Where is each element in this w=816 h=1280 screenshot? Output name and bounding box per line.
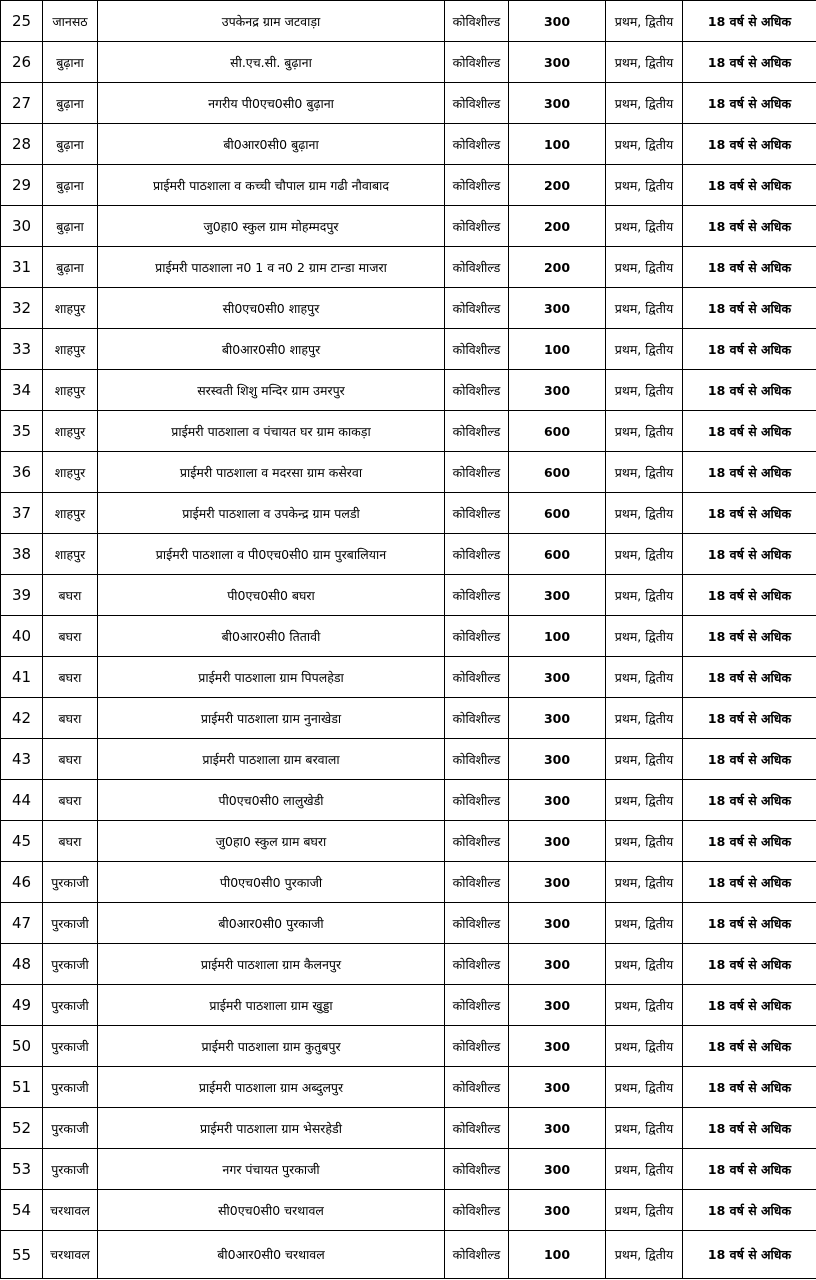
age-group-cell: 18 वर्ष से अधिक bbox=[683, 329, 816, 370]
dose-cell: प्रथम, द्वितीय bbox=[606, 1149, 683, 1190]
age-group-cell: 18 वर्ष से अधिक bbox=[683, 288, 816, 329]
serial-number-cell: 38 bbox=[1, 534, 43, 575]
table-row bbox=[1, 1108, 816, 1149]
block-cell: बुढ़ाना bbox=[43, 124, 98, 165]
dose-cell: प्रथम, द्वितीय bbox=[606, 165, 683, 206]
centre-name-cell: पी0एच0सी0 पुरकाजी bbox=[98, 862, 445, 903]
dose-cell: प्रथम, द्वितीय bbox=[606, 247, 683, 288]
serial-number-cell: 26 bbox=[1, 42, 43, 83]
centre-name-cell: जु0हा0 स्कुल ग्राम मोहम्मदपुर bbox=[98, 206, 445, 247]
block-cell: बघरा bbox=[43, 616, 98, 657]
serial-number-cell: 53 bbox=[1, 1149, 43, 1190]
vaccine-cell: कोविशील्ड bbox=[445, 985, 509, 1026]
block-cell: चरथावल bbox=[43, 1231, 98, 1279]
block-cell: जानसठ bbox=[43, 1, 98, 42]
serial-number-cell: 34 bbox=[1, 370, 43, 411]
dose-cell: प्रथम, द्वितीय bbox=[606, 288, 683, 329]
vaccine-cell: कोविशील्ड bbox=[445, 944, 509, 985]
serial-number-cell: 41 bbox=[1, 657, 43, 698]
vaccine-cell: कोविशील्ड bbox=[445, 1190, 509, 1231]
vaccine-cell: कोविशील्ड bbox=[445, 288, 509, 329]
serial-number-cell: 47 bbox=[1, 903, 43, 944]
vaccine-cell: कोविशील्ड bbox=[445, 452, 509, 493]
block-cell: शाहपुर bbox=[43, 534, 98, 575]
age-group-cell: 18 वर्ष से अधिक bbox=[683, 1108, 816, 1149]
dose-cell: प्रथम, द्वितीय bbox=[606, 370, 683, 411]
centre-name-cell: पी0एच0सी0 लालुखेडी bbox=[98, 780, 445, 821]
dose-cell: प्रथम, द्वितीय bbox=[606, 657, 683, 698]
serial-number-cell: 45 bbox=[1, 821, 43, 862]
table-row bbox=[1, 329, 816, 370]
vaccine-cell: कोविशील्ड bbox=[445, 780, 509, 821]
quantity-cell: 100 bbox=[509, 124, 606, 165]
centre-name-cell: प्राईमरी पाठशाला व पी0एच0सी0 ग्राम पुरबालियान bbox=[98, 534, 445, 575]
block-cell: पुरकाजी bbox=[43, 944, 98, 985]
dose-cell: प्रथम, द्वितीय bbox=[606, 493, 683, 534]
dose-cell: प्रथम, द्वितीय bbox=[606, 206, 683, 247]
age-group-cell: 18 वर्ष से अधिक bbox=[683, 1149, 816, 1190]
serial-number-cell: 28 bbox=[1, 124, 43, 165]
dose-cell: प्रथम, द्वितीय bbox=[606, 1108, 683, 1149]
age-group-cell: 18 वर्ष से अधिक bbox=[683, 1190, 816, 1231]
quantity-cell: 600 bbox=[509, 534, 606, 575]
dose-cell: प्रथम, द्वितीय bbox=[606, 329, 683, 370]
dose-cell: प्रथम, द्वितीय bbox=[606, 985, 683, 1026]
serial-number-cell: 52 bbox=[1, 1108, 43, 1149]
vaccine-cell: कोविशील्ड bbox=[445, 329, 509, 370]
age-group-cell: 18 वर्ष से अधिक bbox=[683, 1026, 816, 1067]
quantity-cell: 200 bbox=[509, 247, 606, 288]
vaccine-cell: कोविशील्ड bbox=[445, 1149, 509, 1190]
centre-name-cell: प्राईमरी पाठशाला ग्राम भेसरहेडी bbox=[98, 1108, 445, 1149]
serial-number-cell: 27 bbox=[1, 83, 43, 124]
age-group-cell: 18 वर्ष से अधिक bbox=[683, 739, 816, 780]
centre-name-cell: प्राईमरी पाठशाला व मदरसा ग्राम कसेरवा bbox=[98, 452, 445, 493]
centre-name-cell: सी0एच0सी0 चरथावल bbox=[98, 1190, 445, 1231]
dose-cell: प्रथम, द्वितीय bbox=[606, 124, 683, 165]
age-group-cell: 18 वर्ष से अधिक bbox=[683, 780, 816, 821]
serial-number-cell: 39 bbox=[1, 575, 43, 616]
vaccine-cell: कोविशील्ड bbox=[445, 698, 509, 739]
table-row bbox=[1, 42, 816, 83]
age-group-cell: 18 वर्ष से अधिक bbox=[683, 575, 816, 616]
table-row bbox=[1, 657, 816, 698]
quantity-cell: 300 bbox=[509, 1, 606, 42]
table-row bbox=[1, 288, 816, 329]
table-row bbox=[1, 452, 816, 493]
centre-name-cell: नगर पंचायत पुरकाजी bbox=[98, 1149, 445, 1190]
vaccine-cell: कोविशील्ड bbox=[445, 206, 509, 247]
table-row bbox=[1, 124, 816, 165]
dose-cell: प्रथम, द्वितीय bbox=[606, 739, 683, 780]
table-body bbox=[1, 1, 816, 1279]
centre-name-cell: प्राईमरी पाठशाला ग्राम पिपलहेडा bbox=[98, 657, 445, 698]
centre-name-cell: सी.एच.सी. बुढ़ाना bbox=[98, 42, 445, 83]
table-row bbox=[1, 1231, 816, 1279]
table-row bbox=[1, 1067, 816, 1108]
quantity-cell: 300 bbox=[509, 698, 606, 739]
table-row bbox=[1, 862, 816, 903]
quantity-cell: 300 bbox=[509, 1108, 606, 1149]
quantity-cell: 300 bbox=[509, 821, 606, 862]
table-row bbox=[1, 616, 816, 657]
centre-name-cell: प्राईमरी पाठशाला ग्राम खुड्डा bbox=[98, 985, 445, 1026]
vaccine-cell: कोविशील्ड bbox=[445, 534, 509, 575]
quantity-cell: 300 bbox=[509, 1190, 606, 1231]
vaccine-cell: कोविशील्ड bbox=[445, 739, 509, 780]
age-group-cell: 18 वर्ष से अधिक bbox=[683, 616, 816, 657]
table-row bbox=[1, 83, 816, 124]
block-cell: बघरा bbox=[43, 575, 98, 616]
quantity-cell: 600 bbox=[509, 411, 606, 452]
age-group-cell: 18 वर्ष से अधिक bbox=[683, 452, 816, 493]
quantity-cell: 300 bbox=[509, 862, 606, 903]
quantity-cell: 300 bbox=[509, 575, 606, 616]
block-cell: पुरकाजी bbox=[43, 903, 98, 944]
block-cell: शाहपुर bbox=[43, 411, 98, 452]
quantity-cell: 300 bbox=[509, 288, 606, 329]
dose-cell: प्रथम, द्वितीय bbox=[606, 411, 683, 452]
centre-name-cell: प्राईमरी पाठशाला व पंचायत घर ग्राम काकड़ा bbox=[98, 411, 445, 452]
table-row bbox=[1, 944, 816, 985]
block-cell: शाहपुर bbox=[43, 452, 98, 493]
quantity-cell: 300 bbox=[509, 944, 606, 985]
table-row bbox=[1, 1, 816, 42]
vaccine-cell: कोविशील्ड bbox=[445, 575, 509, 616]
serial-number-cell: 32 bbox=[1, 288, 43, 329]
vaccine-cell: कोविशील्ड bbox=[445, 657, 509, 698]
vaccine-cell: कोविशील्ड bbox=[445, 247, 509, 288]
dose-cell: प्रथम, द्वितीय bbox=[606, 452, 683, 493]
table-row bbox=[1, 1026, 816, 1067]
serial-number-cell: 46 bbox=[1, 862, 43, 903]
table-row bbox=[1, 698, 816, 739]
quantity-cell: 300 bbox=[509, 83, 606, 124]
block-cell: बघरा bbox=[43, 739, 98, 780]
quantity-cell: 600 bbox=[509, 493, 606, 534]
table-row bbox=[1, 370, 816, 411]
age-group-cell: 18 वर्ष से अधिक bbox=[683, 124, 816, 165]
serial-number-cell: 50 bbox=[1, 1026, 43, 1067]
centre-name-cell: प्राईमरी पाठशाला ग्राम नुनाखेडा bbox=[98, 698, 445, 739]
dose-cell: प्रथम, द्वितीय bbox=[606, 575, 683, 616]
quantity-cell: 100 bbox=[509, 616, 606, 657]
serial-number-cell: 35 bbox=[1, 411, 43, 452]
serial-number-cell: 48 bbox=[1, 944, 43, 985]
serial-number-cell: 55 bbox=[1, 1231, 43, 1279]
dose-cell: प्रथम, द्वितीय bbox=[606, 83, 683, 124]
age-group-cell: 18 वर्ष से अधिक bbox=[683, 1231, 816, 1279]
block-cell: बघरा bbox=[43, 698, 98, 739]
age-group-cell: 18 वर्ष से अधिक bbox=[683, 862, 816, 903]
quantity-cell: 300 bbox=[509, 657, 606, 698]
age-group-cell: 18 वर्ष से अधिक bbox=[683, 657, 816, 698]
serial-number-cell: 37 bbox=[1, 493, 43, 534]
serial-number-cell: 29 bbox=[1, 165, 43, 206]
age-group-cell: 18 वर्ष से अधिक bbox=[683, 42, 816, 83]
dose-cell: प्रथम, द्वितीय bbox=[606, 698, 683, 739]
block-cell: चरथावल bbox=[43, 1190, 98, 1231]
block-cell: बघरा bbox=[43, 780, 98, 821]
vaccine-cell: कोविशील्ड bbox=[445, 370, 509, 411]
vaccine-cell: कोविशील्ड bbox=[445, 83, 509, 124]
age-group-cell: 18 वर्ष से अधिक bbox=[683, 698, 816, 739]
dose-cell: प्रथम, द्वितीय bbox=[606, 1, 683, 42]
serial-number-cell: 44 bbox=[1, 780, 43, 821]
age-group-cell: 18 वर्ष से अधिक bbox=[683, 411, 816, 452]
block-cell: पुरकाजी bbox=[43, 1108, 98, 1149]
centre-name-cell: जु0हा0 स्कुल ग्राम बघरा bbox=[98, 821, 445, 862]
age-group-cell: 18 वर्ष से अधिक bbox=[683, 206, 816, 247]
quantity-cell: 300 bbox=[509, 985, 606, 1026]
centre-name-cell: सी0एच0सी0 शाहपुर bbox=[98, 288, 445, 329]
vaccine-cell: कोविशील्ड bbox=[445, 493, 509, 534]
age-group-cell: 18 वर्ष से अधिक bbox=[683, 165, 816, 206]
vaccine-cell: कोविशील्ड bbox=[445, 42, 509, 83]
dose-cell: प्रथम, द्वितीय bbox=[606, 821, 683, 862]
age-group-cell: 18 वर्ष से अधिक bbox=[683, 1, 816, 42]
block-cell: बुढ़ाना bbox=[43, 206, 98, 247]
dose-cell: प्रथम, द्वितीय bbox=[606, 903, 683, 944]
table-row bbox=[1, 739, 816, 780]
quantity-cell: 100 bbox=[509, 329, 606, 370]
block-cell: बघरा bbox=[43, 821, 98, 862]
centre-name-cell: प्राईमरी पाठशाला व उपकेन्द्र ग्राम पलडी bbox=[98, 493, 445, 534]
quantity-cell: 200 bbox=[509, 206, 606, 247]
age-group-cell: 18 वर्ष से अधिक bbox=[683, 534, 816, 575]
quantity-cell: 300 bbox=[509, 42, 606, 83]
serial-number-cell: 40 bbox=[1, 616, 43, 657]
dose-cell: प्रथम, द्वितीय bbox=[606, 1026, 683, 1067]
quantity-cell: 300 bbox=[509, 370, 606, 411]
vaccine-cell: कोविशील्ड bbox=[445, 903, 509, 944]
age-group-cell: 18 वर्ष से अधिक bbox=[683, 944, 816, 985]
vaccine-cell: कोविशील्ड bbox=[445, 411, 509, 452]
centre-name-cell: प्राईमरी पाठशाला ग्राम बरवाला bbox=[98, 739, 445, 780]
centre-name-cell: बी0आर0सी0 पुरकाजी bbox=[98, 903, 445, 944]
centre-name-cell: नगरीय पी0एच0सी0 बुढ़ाना bbox=[98, 83, 445, 124]
vaccine-cell: कोविशील्ड bbox=[445, 124, 509, 165]
serial-number-cell: 49 bbox=[1, 985, 43, 1026]
vaccine-cell: कोविशील्ड bbox=[445, 1, 509, 42]
centre-name-cell: बी0आर0सी0 बुढ़ाना bbox=[98, 124, 445, 165]
age-group-cell: 18 वर्ष से अधिक bbox=[683, 821, 816, 862]
quantity-cell: 600 bbox=[509, 452, 606, 493]
block-cell: बघरा bbox=[43, 657, 98, 698]
block-cell: पुरकाजी bbox=[43, 862, 98, 903]
table-row bbox=[1, 206, 816, 247]
vaccine-cell: कोविशील्ड bbox=[445, 616, 509, 657]
table-row bbox=[1, 903, 816, 944]
serial-number-cell: 33 bbox=[1, 329, 43, 370]
block-cell: बुढ़ाना bbox=[43, 247, 98, 288]
serial-number-cell: 43 bbox=[1, 739, 43, 780]
block-cell: शाहपुर bbox=[43, 329, 98, 370]
quantity-cell: 300 bbox=[509, 1026, 606, 1067]
centre-name-cell: उपकेनद्र ग्राम जटवाड़ा bbox=[98, 1, 445, 42]
vaccine-cell: कोविशील्ड bbox=[445, 1026, 509, 1067]
table-row bbox=[1, 1149, 816, 1190]
centre-name-cell: सरस्वती शिशु मन्दिर ग्राम उमरपुर bbox=[98, 370, 445, 411]
table-row bbox=[1, 985, 816, 1026]
centre-name-cell: बी0आर0सी0 तितावी bbox=[98, 616, 445, 657]
table-row bbox=[1, 247, 816, 288]
age-group-cell: 18 वर्ष से अधिक bbox=[683, 83, 816, 124]
centre-name-cell: प्राईमरी पाठशाला ग्राम अब्दुलपुर bbox=[98, 1067, 445, 1108]
table-row bbox=[1, 575, 816, 616]
vaccine-cell: कोविशील्ड bbox=[445, 821, 509, 862]
serial-number-cell: 36 bbox=[1, 452, 43, 493]
vaccine-cell: कोविशील्ड bbox=[445, 862, 509, 903]
centre-name-cell: प्राईमरी पाठशाला ग्राम कैलनपुर bbox=[98, 944, 445, 985]
table-row bbox=[1, 780, 816, 821]
block-cell: शाहपुर bbox=[43, 370, 98, 411]
centre-name-cell: पी0एच0सी0 बघरा bbox=[98, 575, 445, 616]
dose-cell: प्रथम, द्वितीय bbox=[606, 944, 683, 985]
block-cell: बुढ़ाना bbox=[43, 83, 98, 124]
block-cell: पुरकाजी bbox=[43, 1026, 98, 1067]
centre-name-cell: बी0आर0सी0 शाहपुर bbox=[98, 329, 445, 370]
vaccine-cell: कोविशील्ड bbox=[445, 1231, 509, 1279]
dose-cell: प्रथम, द्वितीय bbox=[606, 42, 683, 83]
block-cell: बुढ़ाना bbox=[43, 42, 98, 83]
dose-cell: प्रथम, द्वितीय bbox=[606, 616, 683, 657]
quantity-cell: 300 bbox=[509, 780, 606, 821]
quantity-cell: 100 bbox=[509, 1231, 606, 1279]
dose-cell: प्रथम, द्वितीय bbox=[606, 1231, 683, 1279]
serial-number-cell: 42 bbox=[1, 698, 43, 739]
age-group-cell: 18 वर्ष से अधिक bbox=[683, 903, 816, 944]
quantity-cell: 300 bbox=[509, 903, 606, 944]
block-cell: पुरकाजी bbox=[43, 1149, 98, 1190]
serial-number-cell: 54 bbox=[1, 1190, 43, 1231]
dose-cell: प्रथम, द्वितीय bbox=[606, 862, 683, 903]
quantity-cell: 200 bbox=[509, 165, 606, 206]
vaccine-cell: कोविशील्ड bbox=[445, 1067, 509, 1108]
block-cell: पुरकाजी bbox=[43, 985, 98, 1026]
serial-number-cell: 31 bbox=[1, 247, 43, 288]
dose-cell: प्रथम, द्वितीय bbox=[606, 1067, 683, 1108]
quantity-cell: 300 bbox=[509, 1067, 606, 1108]
age-group-cell: 18 वर्ष से अधिक bbox=[683, 370, 816, 411]
table-row bbox=[1, 493, 816, 534]
centre-name-cell: बी0आर0सी0 चरथावल bbox=[98, 1231, 445, 1279]
quantity-cell: 300 bbox=[509, 739, 606, 780]
table-row bbox=[1, 1190, 816, 1231]
block-cell: शाहपुर bbox=[43, 288, 98, 329]
serial-number-cell: 25 bbox=[1, 1, 43, 42]
table-row bbox=[1, 165, 816, 206]
dose-cell: प्रथम, द्वितीय bbox=[606, 1190, 683, 1231]
age-group-cell: 18 वर्ष से अधिक bbox=[683, 247, 816, 288]
age-group-cell: 18 वर्ष से अधिक bbox=[683, 1067, 816, 1108]
centre-name-cell: प्राईमरी पाठशाला ग्राम कुतुबपुर bbox=[98, 1026, 445, 1067]
serial-number-cell: 30 bbox=[1, 206, 43, 247]
centre-name-cell: प्राईमरी पाठशाला न0 1 व न0 2 ग्राम टान्डा माजरा bbox=[98, 247, 445, 288]
age-group-cell: 18 वर्ष से अधिक bbox=[683, 493, 816, 534]
block-cell: पुरकाजी bbox=[43, 1067, 98, 1108]
table-row bbox=[1, 821, 816, 862]
age-group-cell: 18 वर्ष से अधिक bbox=[683, 985, 816, 1026]
vaccine-cell: कोविशील्ड bbox=[445, 1108, 509, 1149]
serial-number-cell: 51 bbox=[1, 1067, 43, 1108]
table-row bbox=[1, 534, 816, 575]
dose-cell: प्रथम, द्वितीय bbox=[606, 780, 683, 821]
table-row bbox=[1, 411, 816, 452]
centre-name-cell: प्राईमरी पाठशाला व कच्ची चौपाल ग्राम गढी नौवाबाद bbox=[98, 165, 445, 206]
dose-cell: प्रथम, द्वितीय bbox=[606, 534, 683, 575]
block-cell: बुढ़ाना bbox=[43, 165, 98, 206]
vaccine-cell: कोविशील्ड bbox=[445, 165, 509, 206]
quantity-cell: 300 bbox=[509, 1149, 606, 1190]
block-cell: शाहपुर bbox=[43, 493, 98, 534]
